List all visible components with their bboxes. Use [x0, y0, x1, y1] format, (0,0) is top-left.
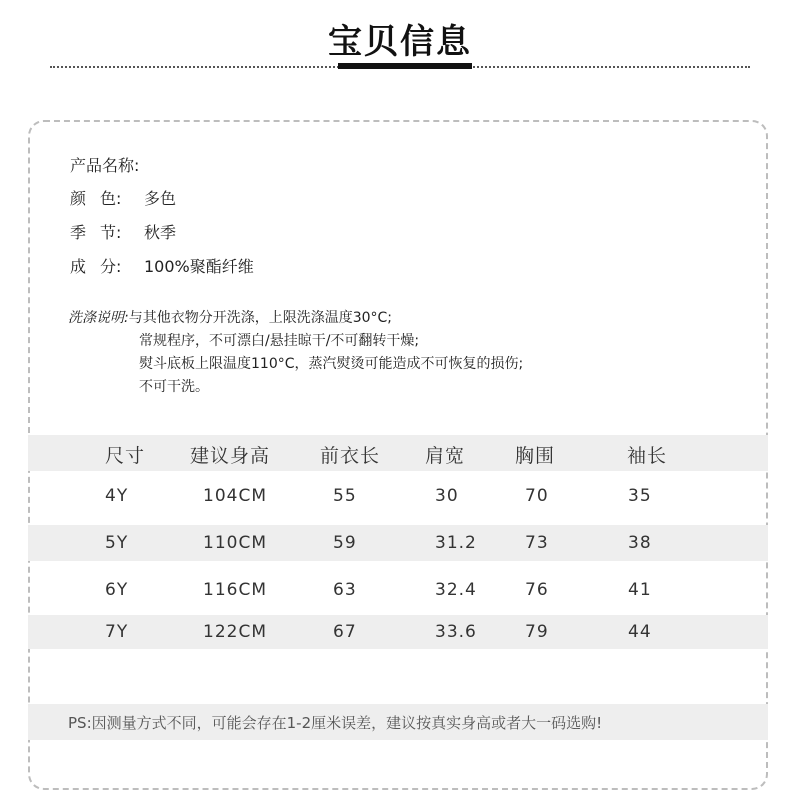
table-cell: 70	[525, 486, 549, 506]
table-cell: 38	[628, 533, 652, 553]
washing-label: 洗涤说明:	[68, 310, 129, 326]
washing-line: 熨斗底板上限温度110°C，蒸汽熨烫可能造成不可恢复的损伤;	[139, 356, 524, 372]
table-cell: 73	[525, 533, 549, 553]
table-cell: 63	[333, 580, 357, 600]
table-cell: 104CM	[203, 486, 267, 506]
season-label-b: 节:	[100, 223, 122, 242]
material-label-b: 分:	[100, 257, 122, 276]
table-cell: 116CM	[203, 580, 267, 600]
table-header-cell: 建议身高	[190, 445, 271, 467]
washing-line: 不可干洗。	[139, 379, 209, 395]
color-label-b: 色:	[100, 189, 122, 208]
table-cell: 4Y	[105, 486, 129, 506]
table-cell: 41	[628, 580, 652, 600]
material-row	[70, 254, 254, 277]
table-cell: 76	[525, 580, 549, 600]
product-name-label: 产品名称:	[70, 156, 140, 175]
product-name-row	[70, 153, 139, 176]
season-row	[70, 220, 176, 243]
title-underline-bar	[338, 63, 472, 69]
table-cell: 32.4	[435, 580, 477, 600]
season-value: 秋季	[144, 223, 177, 242]
table-cell: 30	[435, 486, 459, 506]
table-cell: 110CM	[203, 533, 267, 553]
table-header-cell: 胸围	[515, 445, 556, 467]
table-cell: 33.6	[435, 622, 477, 642]
season-label-a: 季	[70, 223, 87, 242]
table-row-band	[28, 615, 768, 649]
table-cell: 59	[333, 533, 357, 553]
table-header-cell: 肩宽	[425, 445, 466, 467]
table-cell: 5Y	[105, 533, 129, 553]
table-row-band	[28, 525, 768, 561]
material-value: 100%聚酯纤维	[144, 257, 254, 276]
washing-line: 常规程序，不可漂白/悬挂晾干/不可翻转干燥;	[139, 333, 420, 349]
table-header-cell: 前衣长	[320, 445, 381, 467]
page-title: 宝贝信息	[328, 22, 472, 62]
washing-instructions	[68, 307, 523, 399]
table-cell: 35	[628, 486, 652, 506]
color-label-a: 颜	[70, 189, 87, 208]
table-cell: 67	[333, 622, 357, 642]
table-cell: 7Y	[105, 622, 129, 642]
table-cell: 31.2	[435, 533, 477, 553]
table-cell: 44	[628, 622, 652, 642]
table-cell: 6Y	[105, 580, 129, 600]
table-cell: 122CM	[203, 622, 267, 642]
material-label-a: 成	[70, 257, 87, 276]
color-value: 多色	[144, 189, 177, 208]
table-header-cell: 尺寸	[105, 445, 146, 467]
washing-line: 与其他衣物分开洗涤，上限洗涤温度30°C;	[128, 310, 393, 326]
table-header-cell: 袖长	[627, 445, 668, 467]
color-row	[70, 186, 176, 209]
table-cell: 55	[333, 486, 357, 506]
table-cell: 79	[525, 622, 549, 642]
measurement-note: PS:因测量方式不同，可能会存在1-2厘米误差，建议按真实身高或者大一码选购!	[68, 714, 603, 732]
